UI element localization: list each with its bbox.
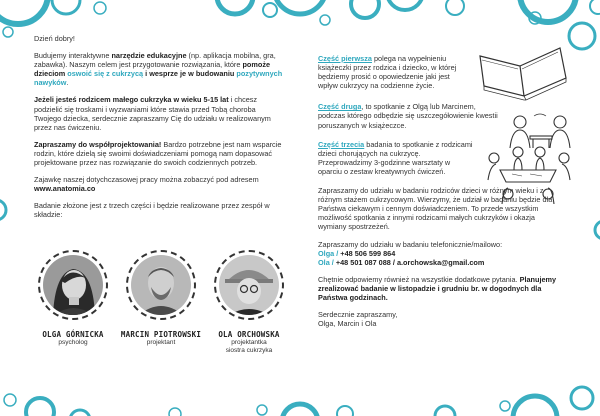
- avatar-marcin: [126, 250, 196, 320]
- left-column: [34, 34, 284, 228]
- parent-invitation-paragraph: Jeżeli jesteś rodzicem małego cukrzyka w wieku 5-15 lat i chcesz podzielić się troskami i wyzwaniami które stawia przed Tobą choroba Twojego dziecka, serdecznie zapraszamy Cię do udziału w realizowanym przez nas ćwiczeniu.: [34, 95, 271, 132]
- member-name: OLA ORCHOWSKA: [218, 330, 280, 339]
- part-two-paragraph: Część druga, to spotkanie z Olgą lub Marcinem, podczas którego odbędzie się uszczegółowienie kwestii poruszanych w książeczce.: [318, 102, 498, 130]
- part-three-paragraph: Część trzecia badania to spotkanie z rodzicami dzieci chorujących na cukrzycę. Przeprowadzimy 3-godzinne warsztaty w oparciu o zestaw kreatywnych ćwiczeń.: [318, 139, 473, 176]
- schedule-paragraph: Chętnie odpowiemy również na wszystkie dodatkowe pytania. Planujemy zrealizować badanie w listopadzie i grudniu br. w dogodnych dla Państwa godzinach.: [318, 274, 557, 302]
- member-name: OLGA GÓRNICKA: [42, 330, 104, 339]
- olga-phone[interactable]: +48 506 599 864: [338, 248, 396, 258]
- ola-phone[interactable]: +48 501 087 088: [333, 257, 391, 267]
- portrait-marcin: [131, 255, 191, 315]
- avatar-olga: [38, 250, 108, 320]
- closing: Serdecznie zapraszamy, Olga, Marcin i Ola: [318, 310, 398, 329]
- intro-paragraph: Budujemy interaktywne narzędzie edukacyjne (np. aplikacja mobilna, gra, zabawka). Naszym celem jest przygotowanie rozwiązania, które pomoże dzieciom oswoić się z cukrzycą i wesprze je w budowaniu pozytywnych nawyków.: [34, 51, 283, 88]
- email-link[interactable]: a.orchowska@gmail.com: [396, 257, 485, 267]
- portrait-olga: [43, 255, 103, 315]
- avatar-ola: [214, 250, 284, 320]
- contact-paragraph: Zapraszamy do udziału w badaniu telefonicznie/mailowo: Olga / +48 506 599 864 Ola / +48 501 087 088 / a.orchowska@gmail.com: [318, 239, 503, 267]
- team-member-ola: [204, 250, 294, 355]
- team-member-olga: [28, 250, 118, 347]
- part-one-paragraph: Część pierwsza polega na wypełnieniu książeczki przez rodzica i dziecko, w której będziemy prosić o opowiedzenie jaki jest wpływ cukrzycy na codzienne życie.: [318, 54, 457, 91]
- workshop-sketch-icon: [478, 140, 578, 204]
- member-role: psycholog: [58, 339, 88, 346]
- website-paragraph: Zajawkę naszej dotychczasowej pracy można zobaczyć pod adresem www.anatomia.co: [34, 175, 259, 194]
- member-role: projektant: [146, 339, 176, 346]
- team-intro-paragraph: Badanie złożone jest z trzech części i będzie realizowane przez zespół w składzie:: [34, 201, 270, 220]
- member-role: projektantka: [231, 339, 267, 346]
- codesign-paragraph: Zapraszamy do współprojektowania! Bardzo potrzebne jest nam wsparcie rodzin, które dzielą się swoimi doświadczeniami pomogą nam dopasować projektowane przez nas rozwiązanie do swoich codziennych potrzeb.: [34, 139, 282, 168]
- participation-paragraph: Zapraszamy do udziału w badaniu rodziców dzieci w różnym wieku i z różnym stażem cukrzycowym. Wierzymy, że udział w badaniu będzie dla Państwa ciekawym i cennym doświadczeniem. To przede wszystkim możliwość spotkania z innymi rodzicami małych cukrzyków i okazja wymiany spostrzeżeń.: [318, 186, 553, 232]
- team-member-marcin: [116, 250, 206, 347]
- member-name: MARCIN PIOTROWSKI: [120, 330, 202, 339]
- team-section: [24, 250, 294, 400]
- booklet-sketch-icon: [472, 40, 572, 102]
- website-link[interactable]: www.anatomia.co: [34, 184, 96, 194]
- greeting: Dzień dobry!: [34, 34, 75, 43]
- member-role-secondary: siostra cukrzyka: [225, 347, 273, 354]
- portrait-ola: [219, 255, 279, 315]
